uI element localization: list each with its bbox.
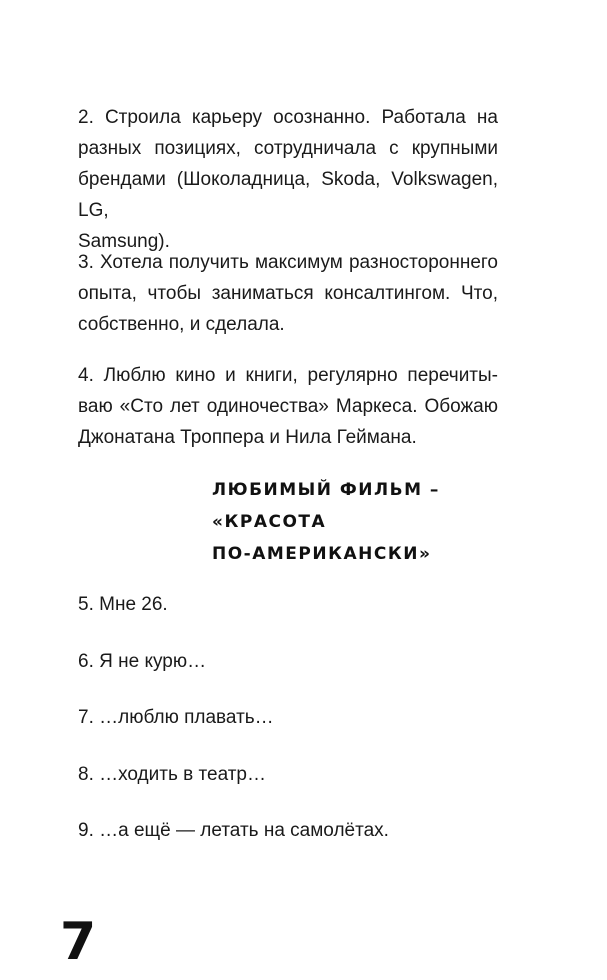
paragraph-line: 2. Строила карьеру осознанно. Работала на xyxy=(78,107,498,128)
paragraph-line: собственно, и сделала. xyxy=(78,314,285,335)
paragraph-line: брендами (Шоколадница, Skoda, Volkswagen, LG, xyxy=(78,169,498,221)
list-item-7: 7. …люблю плавать… xyxy=(78,707,274,728)
heading-line: «КРАСОТА xyxy=(212,512,327,532)
paragraph-line: 4. Люблю кино и книги, регулярно перечиты- xyxy=(78,365,498,386)
page-number: 7 xyxy=(60,912,97,972)
heading-line: ПО-АМЕРИКАНСКИ» xyxy=(212,544,432,564)
paragraph-line: Samsung). xyxy=(78,231,170,252)
list-item-9: 9. …а ещё — летать на самолётах. xyxy=(78,820,389,841)
paragraph-line: 3. Хотела получить максимум разностороннего xyxy=(78,252,498,273)
paragraph-line: разных позициях, сотрудничала с крупными xyxy=(78,138,498,159)
paragraph-4 xyxy=(78,360,498,453)
paragraph-3 xyxy=(78,247,498,340)
paragraph-2 xyxy=(78,102,498,257)
paragraph-line: опыта, чтобы заниматься консалтингом. Что, xyxy=(78,283,498,304)
favorite-film-heading xyxy=(212,474,472,570)
list-item-8: 8. …ходить в театр… xyxy=(78,764,266,785)
list-item-5: 5. Мне 26. xyxy=(78,594,168,615)
heading-line: ЛЮБИМЫЙ ФИЛЬМ – xyxy=(212,480,440,500)
list-item-6: 6. Я не курю… xyxy=(78,651,207,672)
paragraph-line: Джонатана Троппера и Нила Геймана. xyxy=(78,427,417,448)
paragraph-line: ваю «Сто лет одиночества» Маркеса. Обожаю xyxy=(78,396,498,417)
